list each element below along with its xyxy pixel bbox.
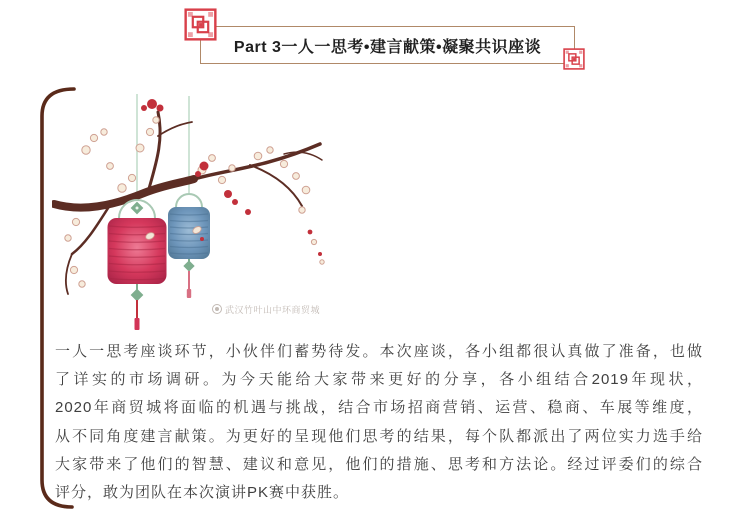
blue-lantern bbox=[168, 194, 210, 298]
paragraph-line: 一人一思考座谈环节，小伙伴们蓄势待发。本次座谈，各小组都很认真做了准备，也做 bbox=[55, 343, 703, 360]
paragraph-line: 2020年商贸城将面临的机遇与挑战，结合市场招商营销、运营、稳商、车展等维度， bbox=[55, 399, 703, 417]
chinese-knot-icon bbox=[184, 8, 217, 41]
paragraph-line: 大家带来了他们的智慧、建议和意见，他们的措施、思考和方法论。经过评委们的综合 bbox=[55, 455, 703, 473]
red-lantern bbox=[108, 200, 167, 330]
watermark bbox=[212, 302, 320, 316]
paragraph-line: 评分，敢为团队在本次演讲PK赛中获胜。 bbox=[55, 484, 350, 502]
watermark-logo-icon bbox=[212, 304, 222, 314]
header-title-box bbox=[200, 26, 575, 64]
plum-blossom-lanterns-illustration bbox=[52, 92, 332, 332]
chinese-knot-icon bbox=[563, 48, 585, 70]
paragraph-line: 了详实的市场调研。为今天能给大家带来更好的分享，各小组结合2019年现状， bbox=[55, 371, 703, 389]
paragraph-line: 从不同角度建言献策。为更好的呈现他们思考的结果，每个队都派出了两位实力选手给 bbox=[55, 427, 703, 445]
page-title: Part 3一人一思考•建言献策•凝聚共识座谈 bbox=[233, 38, 542, 56]
speech-paragraph bbox=[55, 338, 703, 507]
watermark-text: 武汉竹叶山中环商贸城 bbox=[225, 304, 321, 315]
